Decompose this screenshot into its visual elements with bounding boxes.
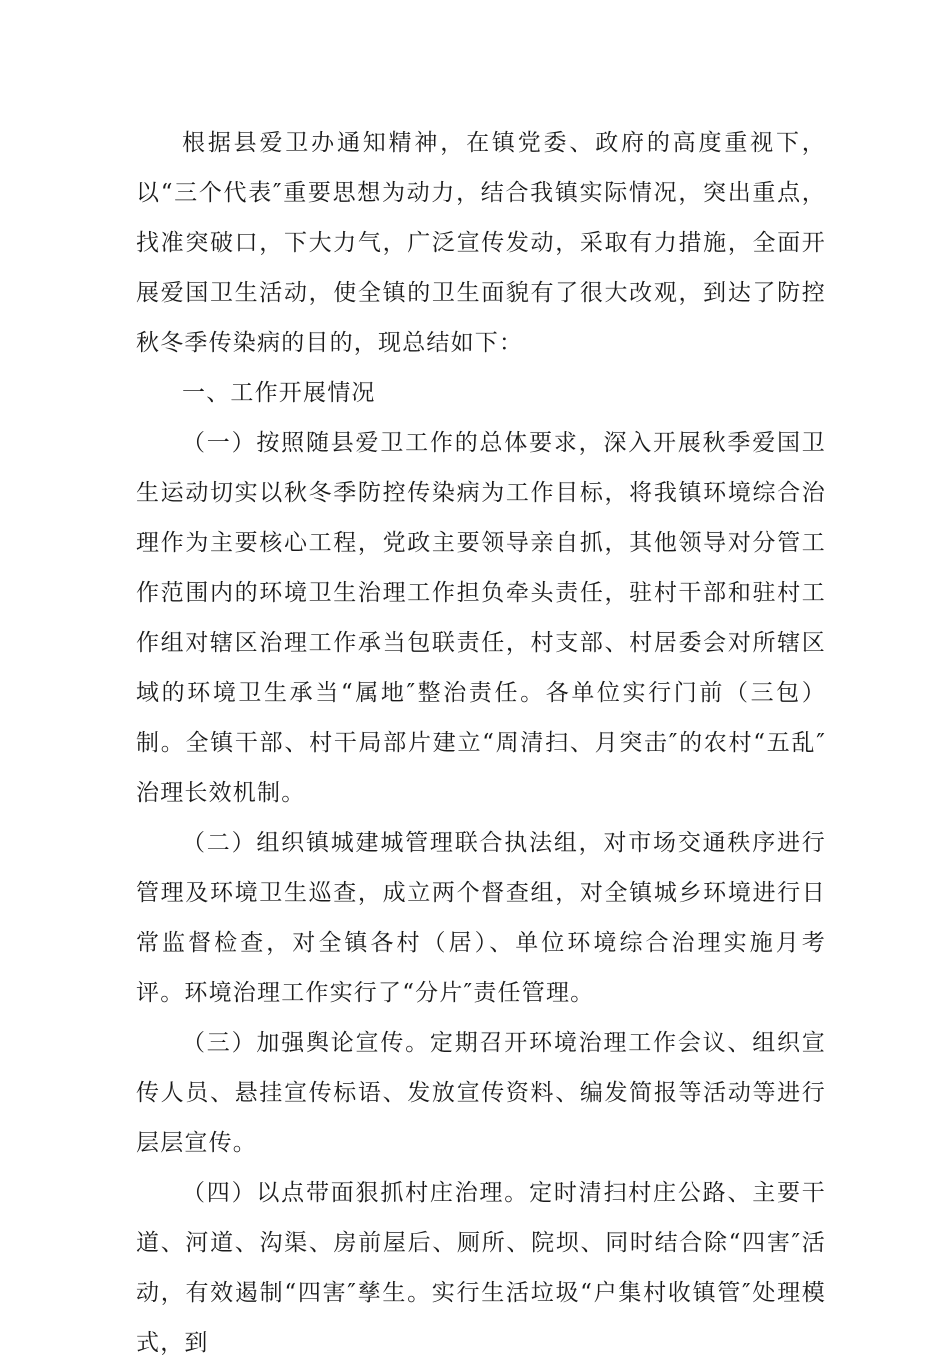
item-3-paragraph: （三）加强舆论宣传。定期召开环境治理工作会议、组织宣传人员、悬挂宣传标语、发放宣传资料、编发简报等活动等进行层层宣传。 <box>136 1030 826 1156</box>
item-1-paragraph: （一）按照随县爱卫工作的总体要求，深入开展秋季爱国卫生运动切实以秋冬季防控传染病为工作目标，将我镇环境综合治理作为主要核心工程，党政主要领导亲自抓，其他领导对分管工作范围内的环境卫生治理工作担负牵头责任，驻村干部和驻村工作组对辖区治理工作承当包联责任，村支部、村居委会对所辖区域的环境卫生承当“属地″整治责任。各单位实行门前（三包）制。全镇干部、村干局部片建立“周清扫、月突击″的农村“五乱″治理长效机制。 <box>136 430 826 806</box>
section-heading: 一、工作开展情况 <box>182 380 376 406</box>
document-body <box>136 118 826 1368</box>
item-4-paragraph: （四）以点带面狠抓村庄治理。定时清扫村庄公路、主要干道、河道、沟渠、房前屋后、厕所、院坝、同时结合除“四害″活动，有效遏制“四害″孳生。实行生活垃圾“户集村收镇管″处理模式，到 <box>136 1180 826 1356</box>
item-2-paragraph: （二）组织镇城建城管理联合执法组，对市场交通秩序进行管理及环境卫生巡查，成立两个督查组，对全镇城乡环境进行日常监督检查，对全镇各村（居）、单位环境综合治理实施月考评。环境治理工作实行了“分片″责任管理。 <box>136 830 826 1006</box>
intro-paragraph: 根据县爱卫办通知精神，在镇党委、政府的高度重视下，以“三个代表″重要思想为动力，结合我镇实际情况，突出重点，找准突破口，下大力气，广泛宣传发动，采取有力措施，全面开展爱国卫生活动，使全镇的卫生面貌有了很大改观，到达了防控秋冬季传染病的目的，现总结如下： <box>136 130 826 356</box>
